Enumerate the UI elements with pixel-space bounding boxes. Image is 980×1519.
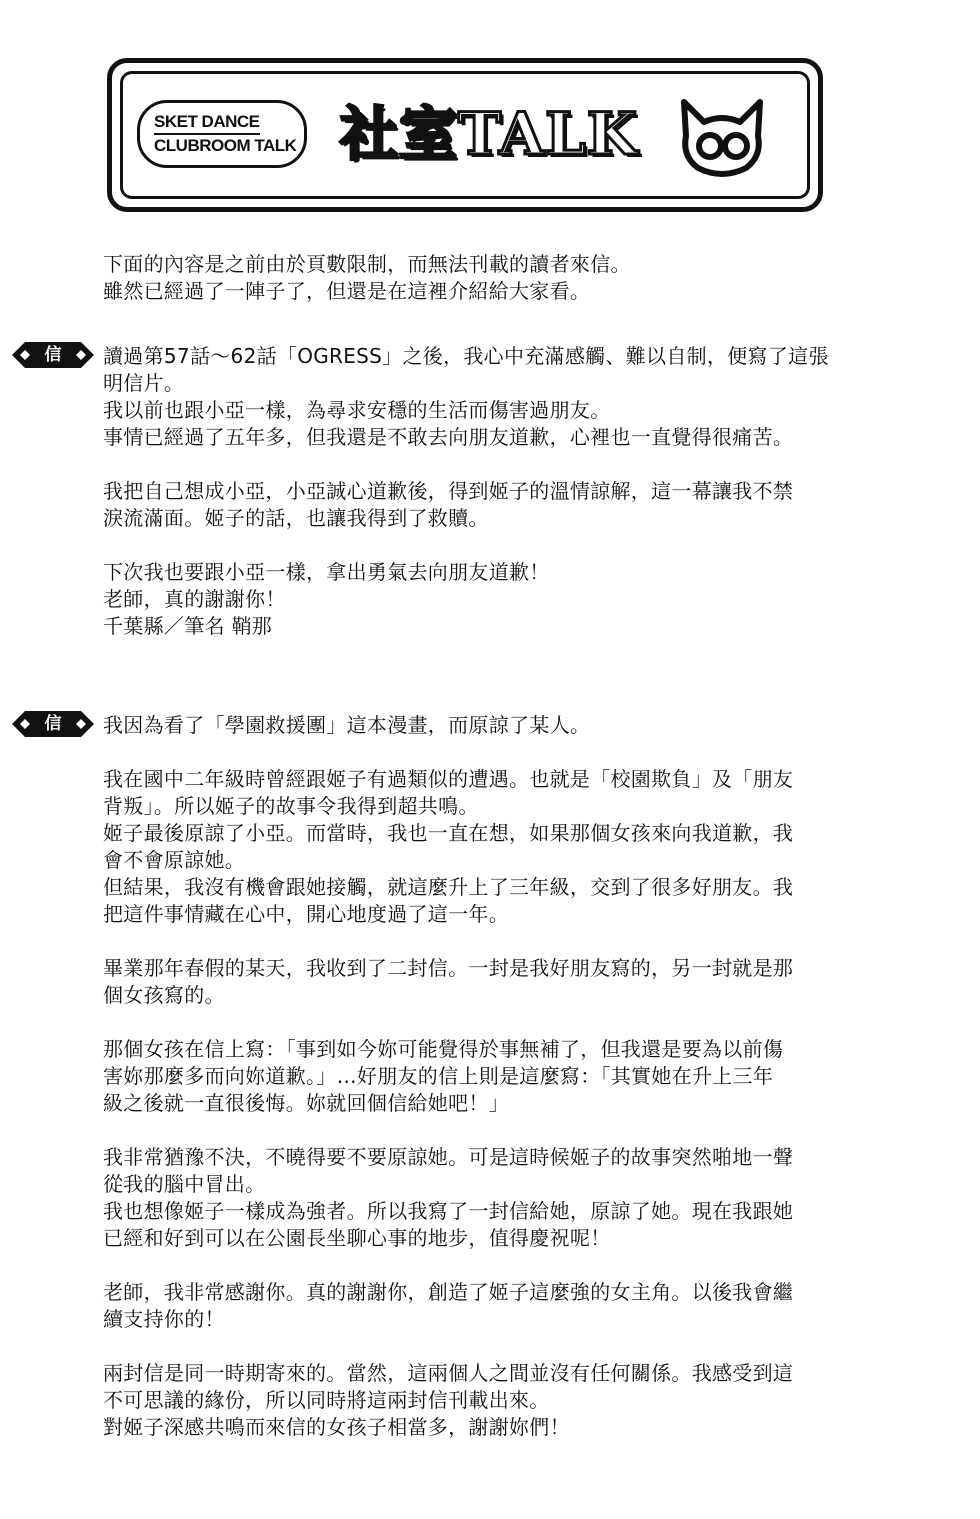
letter-line: 姬子最後原諒了小亞。而當時，我也一直在想，如果那個女孩來向我道歉，我 [103, 821, 794, 845]
letter-line: 不可思議的緣份，所以同時將這兩封信刊載出來。 [103, 1388, 550, 1412]
letter-line: 老師，我非常感謝你。真的謝謝你，創造了姬子這麼強的女主角。以後我會繼 [103, 1280, 794, 1304]
letter-line: 我非常猶豫不決，不曉得要不要原諒她。可是這時候姬子的故事突然啪地一聲 [103, 1145, 794, 1169]
letter-line: 我也想像姬子一樣成為強者。所以我寫了一封信給她，原諒了她。現在我跟她 [103, 1199, 794, 1223]
letter-tag-2 [12, 711, 94, 737]
letter-tag-label: 信 [44, 345, 62, 365]
letter-line: 個女孩寫的。 [103, 983, 225, 1007]
letter-line: 續支持你的！ [103, 1307, 225, 1331]
intro-line: 雖然已經過了一陣子了，但還是在這裡介紹給大家看。 [103, 279, 591, 303]
letter-line: 我在國中二年級時曾經跟姬子有過類似的遭遇。也就是「校園欺負」及「朋友 [103, 767, 794, 791]
cat-with-glasses-icon [676, 96, 768, 180]
letter-line: 害妳那麼多而向妳道歉。」…好朋友的信上則是這麼寫：「其實她在升上三年 [103, 1064, 774, 1088]
letter-line: 我以前也跟小亞一樣，為尋求安穩的生活而傷害過朋友。 [103, 398, 611, 422]
letter-line: 那個女孩在信上寫：「事到如今妳可能覺得於事無補了，但我還是要為以前傷 [103, 1037, 784, 1061]
letter-line: 會不會原諒她。 [103, 848, 246, 872]
subtitle-badge [137, 100, 307, 168]
subtitle-line-1: SKET DANCE [154, 111, 260, 135]
letter-2-body [103, 712, 878, 1441]
letter-line: 兩封信是同一時期寄來的。當然，這兩個人之間並沒有任何關係。我感受到這 [103, 1361, 794, 1385]
page-title: 社室TALK [340, 100, 639, 168]
letter-line: 級之後就一直很後悔。妳就回個信給她吧！」 [103, 1091, 509, 1115]
subtitle-line-2: CLUBROOM TALK [154, 136, 297, 155]
intro-line: 下面的內容是之前由於頁數限制，而無法刊載的讀者來信。 [103, 252, 631, 276]
letter-signature: 千葉縣／筆名 鞘那 [103, 614, 273, 638]
letter-line: 背叛」。所以姬子的故事令我得到超共鳴。 [103, 794, 479, 818]
letter-line: 讀過第57話～62話「OGRESS」之後，我心中充滿感觸、難以自制，便寫了這張 [103, 344, 829, 368]
letter-line: 我因為看了「學園救援團」這本漫畫，而原諒了某人。 [103, 713, 591, 737]
letter-tag-label: 信 [44, 714, 62, 734]
letter-line: 事情已經過了五年多，但我還是不敢去向朋友道歉，心裡也一直覺得很痛苦。 [103, 425, 794, 449]
letter-line: 從我的腦中冒出。 [103, 1172, 266, 1196]
letter-1-body [103, 343, 878, 640]
letter-line: 淚流滿面。姬子的話，也讓我得到了救贖。 [103, 506, 489, 530]
letter-line: 老師，真的謝謝你！ [103, 587, 286, 611]
letter-line: 畢業那年春假的某天，我收到了二封信。一封是我好朋友寫的，另一封就是那 [103, 956, 794, 980]
letter-line: 下次我也要跟小亞一樣，拿出勇氣去向朋友道歉！ [103, 560, 550, 584]
letter-line: 已經和好到可以在公園長坐聊心事的地步，值得慶祝呢！ [103, 1226, 611, 1250]
letter-line: 對姬子深感共鳴而來信的女孩子相當多，謝謝妳們！ [103, 1415, 570, 1439]
letter-line: 我把自己想成小亞，小亞誠心道歉後，得到姬子的溫情諒解，這一幕讓我不禁 [103, 479, 794, 503]
letter-line: 把這件事情藏在心中，開心地度過了這一年。 [103, 902, 509, 926]
letter-tag-1 [12, 342, 94, 368]
letter-line: 明信片。 [103, 371, 185, 395]
letter-line: 但結果，我沒有機會跟她接觸，就這麼升上了三年級，交到了很多好朋友。我 [103, 875, 794, 899]
intro-text [103, 251, 878, 305]
